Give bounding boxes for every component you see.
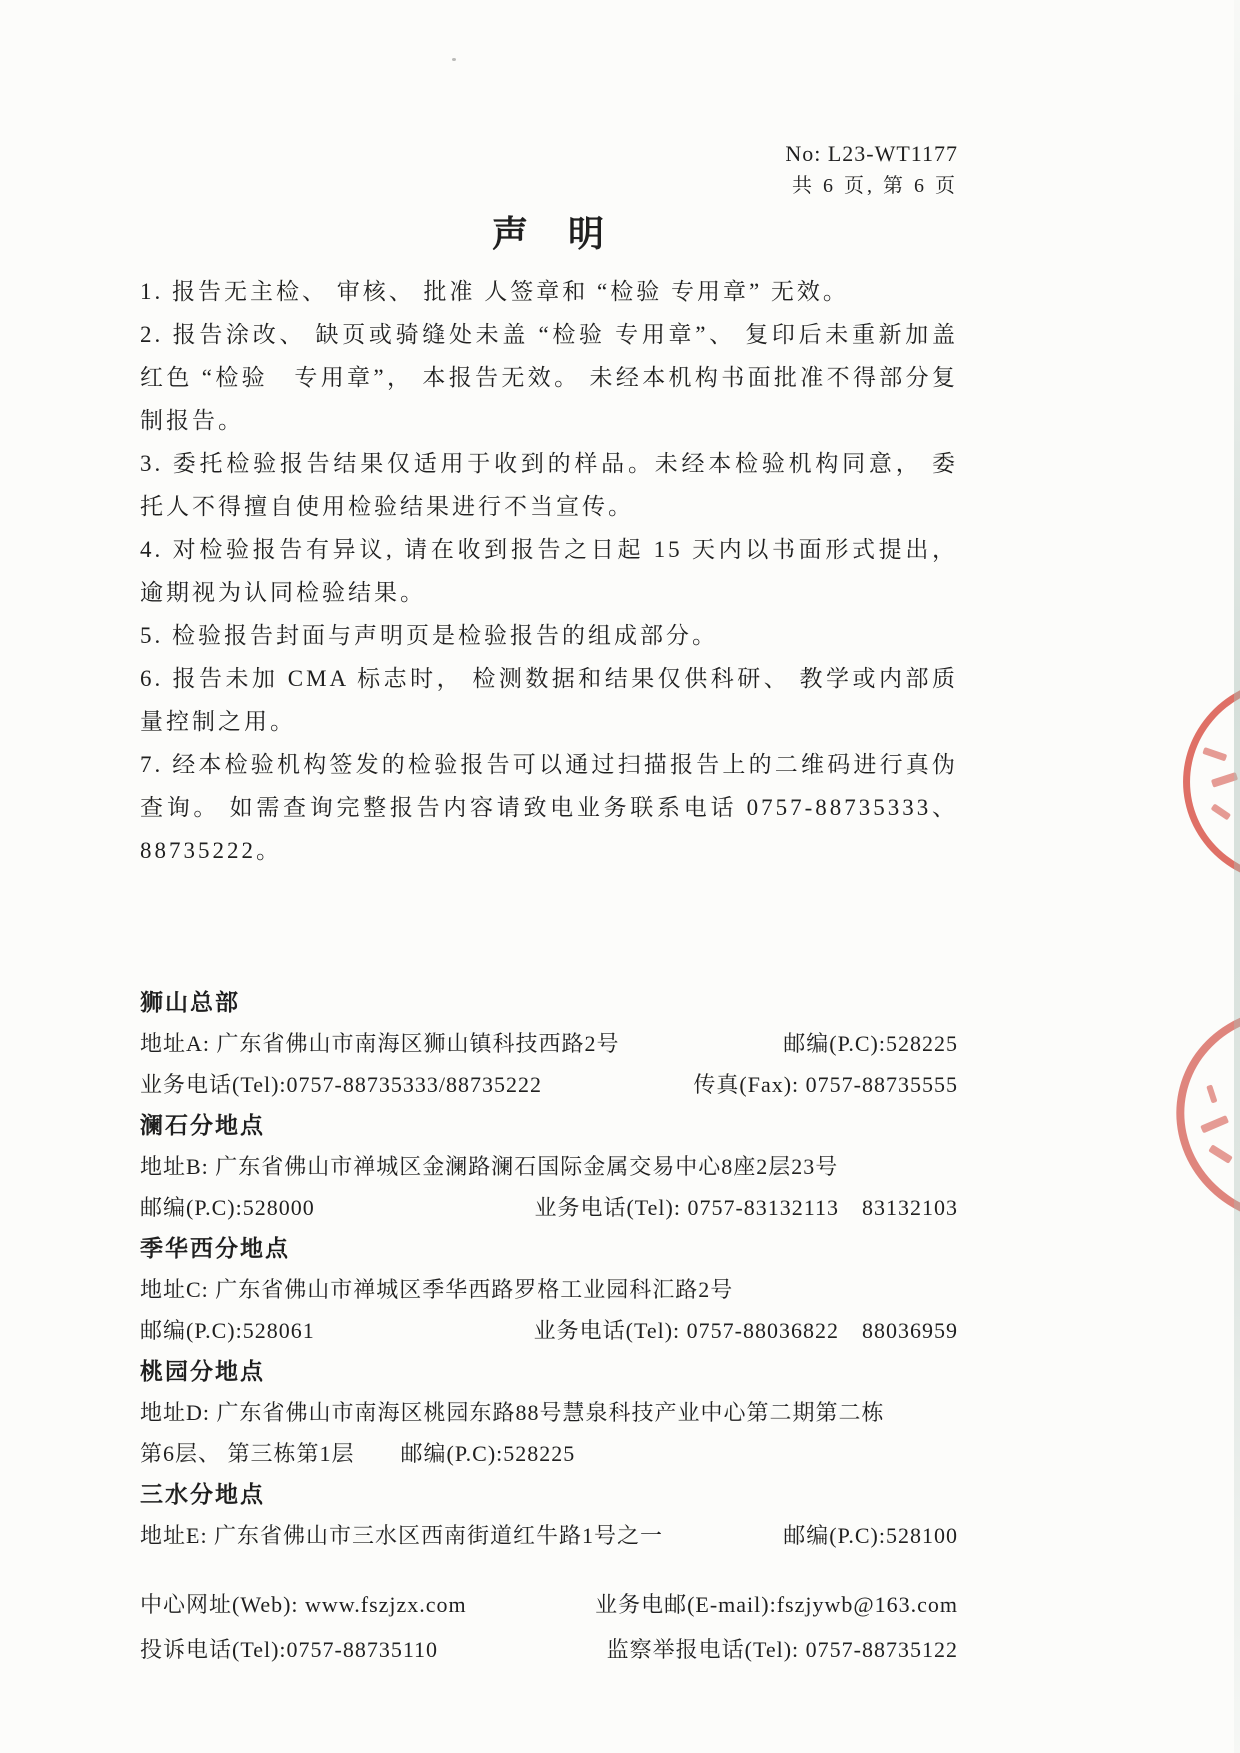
location-row [140, 1269, 958, 1310]
location-row [140, 1187, 958, 1228]
location-address: 地址E: 广东省佛山市三水区西南街道红牛路1号之一 [140, 1523, 664, 1548]
declaration-item: 5. 检验报告封面与声明页是检验报告的组成部分。 [140, 623, 718, 648]
declaration-item: 4. 对检验报告有异议, 请在收到报告之日起 15 天内以书面形式提出， 逾期视为认同检验结果。 [140, 537, 958, 605]
location-section-shishan [140, 982, 958, 1105]
report-number: No: L23-WT1177 [785, 141, 958, 166]
location-address: 地址B: 广东省佛山市禅城区金澜路澜石国际金属交易中心8座2层23号 [140, 1154, 839, 1179]
location-address-cont: 第6层、 第三栋第1层 [140, 1441, 355, 1466]
location-row [140, 1023, 958, 1064]
website: 中心网址(Web): www.fszjzx.com [140, 1592, 467, 1617]
contact-footer [140, 1582, 958, 1672]
declaration-item: 7. 经本检验机构签发的检验报告可以通过扫描报告上的二维码进行真伪查询。 如需查询完整报告内容请致电业务联系电话 0757-88735333、 88735222。 [140, 752, 958, 863]
scan-speck [452, 58, 456, 61]
locations-list [140, 982, 958, 1556]
page-title: 声 明 [491, 214, 606, 254]
location-address: 地址C: 广东省佛山市禅城区季华西路罗格工业园科汇路2号 [140, 1277, 734, 1302]
scan-edge-shadow [1234, 0, 1240, 1753]
location-address: 地址A: 广东省佛山市南海区狮山镇科技西路2号 [140, 1031, 620, 1056]
location-phone: 业务电话(Tel): 0757-88036822 88036959 [533, 1318, 958, 1343]
declaration-item: 1. 报告无主检、 审核、 批准 人签章和 “检验 专用章” 无效。 [140, 279, 849, 304]
location-section-taoyuan [140, 1351, 958, 1474]
location-row [140, 1433, 958, 1474]
location-section-sanshui [140, 1474, 958, 1556]
location-phone: 业务电话(Tel):0757-88735333/88735222 [140, 1072, 542, 1097]
page-header [140, 138, 958, 202]
location-postcode: 邮编(P.C):528225 [400, 1441, 576, 1466]
location-row [140, 1064, 958, 1105]
location-name: 三水分地点 [140, 1482, 265, 1507]
location-row [140, 1310, 958, 1351]
declaration-item: 6. 报告未加 CMA 标志时， 检测数据和结果仅供科研、 教学或内部质量控制之用。 [140, 666, 958, 734]
partial-red-seal-icon [1156, 986, 1240, 1245]
location-postcode: 邮编(P.C):528225 [783, 1031, 958, 1056]
page-count: 共 6 页, 第 6 页 [792, 175, 958, 197]
declaration-list [140, 270, 958, 872]
location-name: 狮山总部 [140, 990, 240, 1015]
location-name: 澜石分地点 [140, 1113, 265, 1138]
location-name: 季华西分地点 [140, 1236, 290, 1261]
location-section-lanshi [140, 1105, 958, 1228]
location-row [140, 1146, 958, 1187]
footer-row [140, 1627, 958, 1672]
location-name: 桃园分地点 [140, 1359, 265, 1384]
declaration-item: 3. 委托检验报告结果仅适用于收到的样品。未经本检验机构同意， 委托人不得擅自使用检验结果进行不当宣传。 [140, 451, 958, 519]
footer-row [140, 1582, 958, 1627]
declaration-item: 2. 报告涂改、 缺页或骑缝处未盖 “检验 专用章”、 复印后未重新加盖红色 “检验 专用章”， 本报告无效。 未经本机构书面批准不得部分复制报告。 [140, 322, 958, 433]
location-row [140, 1515, 958, 1556]
supervision-phone: 监察举报电话(Tel): 0757-88735122 [606, 1637, 958, 1662]
partial-red-seal-icon [1173, 667, 1240, 894]
location-row [140, 1392, 958, 1433]
location-fax: 传真(Fax): 0757-88735555 [693, 1072, 958, 1097]
location-postcode: 邮编(P.C):528061 [140, 1318, 315, 1343]
email: 业务电邮(E-mail):fszjywb@163.com [595, 1592, 958, 1617]
location-postcode: 邮编(P.C):528000 [140, 1195, 315, 1220]
location-postcode: 邮编(P.C):528100 [783, 1523, 958, 1548]
location-phone: 业务电话(Tel): 0757-83132113 83132103 [534, 1195, 958, 1220]
page-content [140, 138, 958, 1672]
location-address: 地址D: 广东省佛山市南海区桃园东路88号慧泉科技产业中心第二期第二栋 [140, 1400, 885, 1425]
complaint-phone: 投诉电话(Tel):0757-88735110 [140, 1637, 439, 1662]
location-section-jihuaxi [140, 1228, 958, 1351]
